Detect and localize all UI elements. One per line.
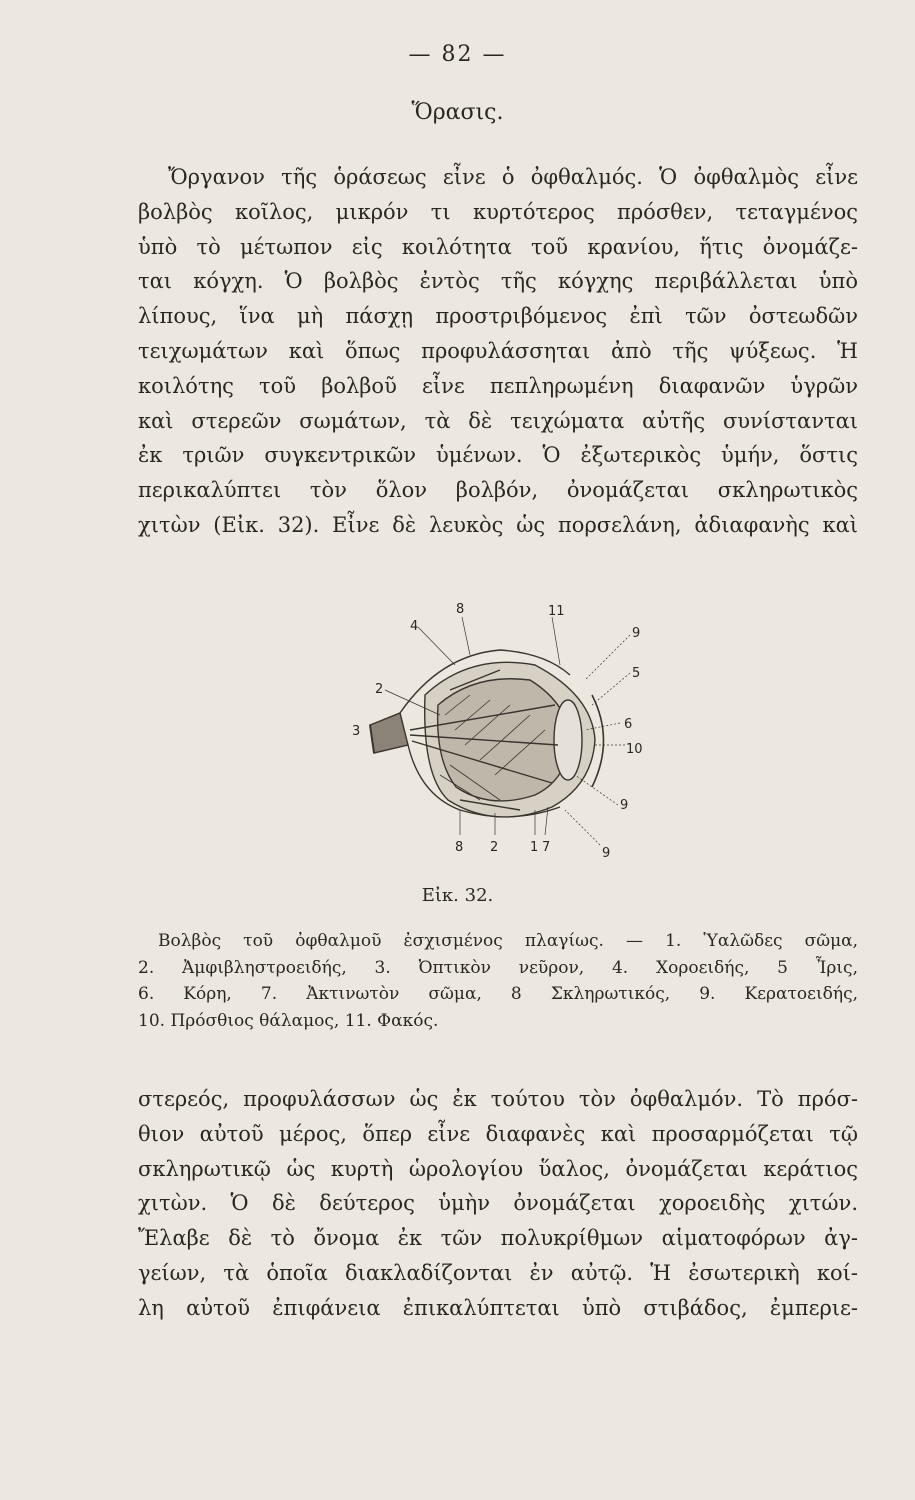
figure-number-label: 11 [548, 604, 565, 619]
figure-number-label: 4 [410, 619, 419, 634]
figure-number-label: 6 [624, 717, 633, 732]
figure-number-label: 3 [352, 724, 361, 739]
figure-number-label: 8 [455, 840, 464, 855]
figure-number-label: 1 [530, 840, 539, 855]
text-line: λη αὐτοῦ ἐπιφάνεια ἐπικαλύπτεται ὑπὸ στιβάδος, ἐμπεριε- [138, 1295, 858, 1320]
figure-caption [138, 928, 858, 1034]
figure-number-label: 9 [632, 626, 641, 641]
figure-number-label: 9 [620, 798, 629, 813]
text-line: γείων, τὰ ὁποῖα διακλαδίζονται ἐν αὐτῷ. Ἡ ἐσωτερικὴ κοί- [138, 1260, 858, 1285]
text-line: κοιλότης τοῦ βολβοῦ εἶνε πεπληρωμένη διαφανῶν ὑγρῶν [138, 373, 858, 398]
eye-diagram [330, 595, 650, 875]
figure-label: Εἰκ. 32. [421, 885, 494, 906]
figure-number-label: 8 [456, 602, 465, 617]
figure-number-label: 9 [602, 846, 611, 861]
caption-line: 10. Πρόσθιος θάλαμος, 11. Φακός. [138, 1010, 439, 1031]
page-number: — 82 — [408, 42, 507, 67]
text-line: ἐκ τριῶν συγκεντρικῶν ὑμένων. Ὁ ἐξωτερικὸς ὑμήν, ὅστις [138, 443, 858, 468]
caption-line: 2. Ἀμφιβληστροειδής, 3. Ὀπτικὸν νεῦρον, 4. Χοροειδής, 5 Ἶρις, [138, 957, 858, 978]
paragraph-1 [138, 160, 858, 543]
text-line: ὑπὸ τὸ μέτωπον εἰς κοιλότητα τοῦ κρανίου, ἥτις ὀνομάζε- [138, 234, 858, 259]
text-line: στερεός, προφυλάσσων ὡς ἐκ τούτου τὸν ὀφθαλμόν. Τὸ πρόσ- [138, 1087, 858, 1111]
figure-number-label: 5 [632, 666, 641, 681]
section-title: Ὅρασις. [411, 100, 504, 125]
figure-number-label: 2 [375, 682, 384, 697]
text-line: λίπους, ἵνα μὴ πάσχῃ προστριβόμενος ἐπὶ τῶν ὀστεωδῶν [138, 304, 858, 329]
caption-line: Βολβὸς τοῦ ὀφθαλμοῦ ἐσχισμένος πλαγίως. — 1. Ὑαλῶδες σῶμα, [158, 931, 858, 951]
paragraph-2 [138, 1082, 858, 1326]
eye-cross-section-figure [330, 595, 650, 875]
text-line: Ὄργανον τῆς ὁράσεως εἶνε ὁ ὀφθαλμός. Ὁ ὀφθαλμὸς εἶνε [168, 165, 858, 189]
figure-number-label: 2 [490, 840, 499, 855]
text-line: βολβὸς κοῖλος, μικρόν τι κυρτότερος πρόσθεν, τεταγμένος [138, 199, 858, 224]
text-line: χιτὼν. Ὁ δὲ δεύτερος ὑμὴν ὀνομάζεται χοροειδὴς χιτών. [138, 1191, 858, 1216]
text-line: καὶ στερεῶν σωμάτων, τὰ δὲ τειχώματα αὐτῆς συνίστανται [138, 408, 858, 433]
text-line: ται κόγχη. Ὁ βολβὸς ἐντὸς τῆς κόγχης περιβάλλεται ὑπὸ [138, 269, 858, 294]
text-line: Ἔλαβε δὲ τὸ ὄνομα ἐκ τῶν πολυκρίθμων αἱματοφόρων ἀγ- [138, 1226, 858, 1251]
caption-line: 6. Κόρη, 7. Ἀκτινωτὸν σῶμα, 8 Σκληρωτικός, 9. Κερατοειδής, [138, 984, 858, 1004]
text-line: θιον αὐτοῦ μέρος, ὅπερ εἶνε διαφανὲς καὶ προσαρμόζεται τῷ [138, 1121, 858, 1146]
figure-number-label: 7 [542, 840, 551, 855]
text-line: χιτὼν (Εἰκ. 32). Εἶνε δὲ λευκὸς ὡς πορσελάνη, ἀδιαφανὴς καὶ [138, 512, 858, 537]
text-line: τειχωμάτων καὶ ὅπως προφυλάσσηται ἀπὸ τῆς ψύξεως. Ἡ [138, 338, 858, 363]
figure-number-label: 10 [626, 742, 643, 757]
text-line: σκληρωτικῷ ὡς κυρτὴ ὡρολογίου ὕαλος, ὀνομάζεται κεράτιος [138, 1156, 858, 1181]
text-line: περικαλύπτει τὸν ὅλον βολβόν, ὀνομάζεται σκληρωτικὸς [138, 478, 858, 503]
